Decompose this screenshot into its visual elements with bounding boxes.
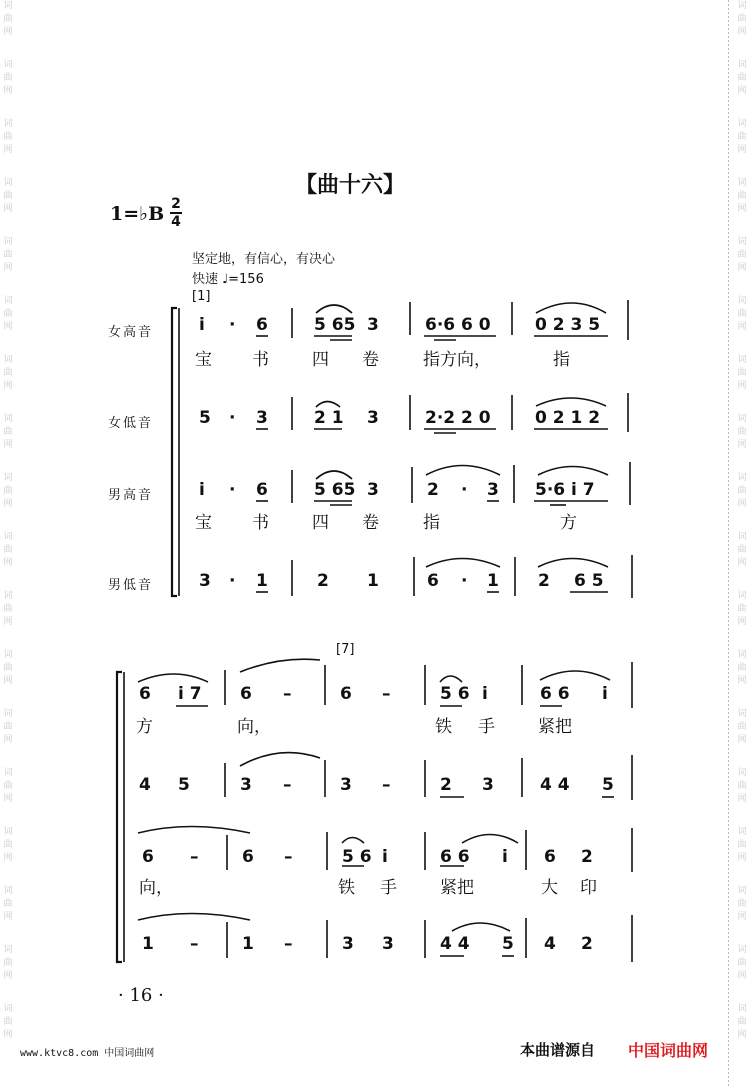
watermark-char: 曲 — [3, 368, 13, 378]
note: 1 — [242, 934, 254, 954]
lyric: 印 — [580, 878, 597, 898]
slur — [138, 827, 250, 834]
lyric: 指 — [553, 350, 570, 370]
note: – — [283, 775, 292, 795]
watermark-char: 词 — [3, 532, 13, 542]
note: 0 2 3 5 — [535, 315, 601, 335]
note: – — [283, 684, 292, 704]
watermark-char: 词 — [3, 827, 13, 837]
watermark-char: 曲 — [3, 545, 13, 555]
watermark-char: 词 — [737, 355, 747, 365]
watermark-char: 词 — [3, 886, 13, 896]
note: · — [229, 571, 236, 591]
note: 6 — [240, 684, 252, 704]
watermark-char: 曲 — [3, 73, 13, 83]
watermark-char: 曲 — [3, 899, 13, 909]
footer-source: 本曲谱源自 — [520, 1041, 596, 1059]
note: 2·2 2 0 — [425, 408, 491, 428]
watermark-char: 曲 — [3, 1017, 13, 1027]
watermark-char: 网 — [3, 912, 13, 922]
lyric: 紧把 — [538, 717, 572, 737]
watermark-char: 词 — [737, 591, 747, 601]
watermark-char: 网 — [737, 499, 747, 509]
watermark-char: 词 — [737, 945, 747, 955]
note: 3 — [256, 408, 268, 428]
lyric: 卷 — [362, 350, 379, 370]
note: 4 4 — [440, 934, 470, 954]
note: 3 — [367, 480, 379, 500]
watermark-char: 词 — [737, 414, 747, 424]
watermark-char: 词 — [737, 1, 747, 11]
watermark-char: 曲 — [3, 958, 13, 968]
note: 3 — [482, 775, 494, 795]
note: 5 6 — [440, 684, 470, 704]
watermark-char: 词 — [737, 178, 747, 188]
watermark-char: 曲 — [3, 132, 13, 142]
note: 6 — [242, 847, 254, 867]
lyric: 指 — [423, 513, 440, 533]
watermark-char: 曲 — [737, 368, 747, 378]
note: – — [382, 684, 391, 704]
watermark-char: 网 — [3, 145, 13, 155]
watermark-char: 词 — [737, 296, 747, 306]
watermark-char: 词 — [737, 768, 747, 778]
watermark-char: 网 — [737, 145, 747, 155]
watermark-char: 曲 — [737, 191, 747, 201]
watermark-char: 网 — [737, 853, 747, 863]
slur — [540, 671, 610, 680]
system-bracket — [172, 308, 177, 596]
watermark-char: 曲 — [737, 663, 747, 673]
watermark-char: 网 — [737, 735, 747, 745]
watermark-char: 曲 — [737, 545, 747, 555]
watermark-char: 网 — [737, 440, 747, 450]
note: 3 — [382, 934, 394, 954]
watermark-char: 词 — [737, 827, 747, 837]
slur — [426, 559, 500, 568]
watermark-char: 词 — [737, 532, 747, 542]
watermark-char: 网 — [737, 676, 747, 686]
note: · — [229, 408, 236, 428]
watermark-char: 曲 — [3, 14, 13, 24]
part-tenor: 男高音 — [108, 488, 154, 503]
note: 6 — [340, 684, 352, 704]
expression-text: 坚定地，有信心，有决心 — [192, 252, 336, 267]
note: 3 — [240, 775, 252, 795]
watermark-char: 网 — [737, 204, 747, 214]
note: 6·6 6 0 — [425, 315, 491, 335]
note: 3 — [367, 408, 379, 428]
note: 2 — [581, 847, 593, 867]
watermark-char: 词 — [3, 650, 13, 660]
score-title: 【曲十六】 — [295, 172, 406, 198]
note: 5·6 i 7 — [535, 480, 595, 500]
note: · — [461, 480, 468, 500]
note: 2 — [581, 934, 593, 954]
note: 1 — [256, 571, 268, 591]
watermark-char: 曲 — [737, 958, 747, 968]
watermark-char: 网 — [3, 617, 13, 627]
slur — [138, 674, 208, 682]
lyric: 书 — [252, 350, 269, 370]
note: 1 — [142, 934, 154, 954]
note: 4 — [544, 934, 556, 954]
watermark-char: 词 — [3, 237, 13, 247]
note: 2 — [317, 571, 329, 591]
note: 5 65 — [314, 480, 356, 500]
watermark-char: 曲 — [3, 604, 13, 614]
note: 6 5 — [574, 571, 604, 591]
watermark-char: 网 — [737, 322, 747, 332]
lyric: 四 — [312, 350, 329, 370]
note: i 7 — [178, 684, 202, 704]
lyric: 铁 — [435, 717, 452, 737]
lyric: 方 — [560, 513, 577, 533]
note: 5 — [178, 775, 190, 795]
note: 3 — [342, 934, 354, 954]
key-signature: 1=♭B — [110, 203, 165, 225]
lyric: 卷 — [362, 513, 379, 533]
note: 5 — [199, 408, 211, 428]
watermark-char: 词 — [3, 1, 13, 11]
watermark-char: 词 — [3, 296, 13, 306]
watermark-char: 曲 — [3, 191, 13, 201]
watermark-char: 词 — [3, 768, 13, 778]
note: i — [502, 847, 508, 867]
slur — [536, 398, 606, 406]
note: 3 — [199, 571, 211, 591]
watermark-char: 词 — [3, 591, 13, 601]
watermark-char: 网 — [3, 204, 13, 214]
watermark-char: 网 — [737, 558, 747, 568]
note: 5 65 — [314, 315, 356, 335]
watermark-char: 词 — [3, 1004, 13, 1014]
watermark-char: 曲 — [3, 781, 13, 791]
slur — [240, 659, 320, 672]
watermark-char: 词 — [3, 945, 13, 955]
watermark-char: 词 — [737, 473, 747, 483]
lyric: 向， — [237, 717, 271, 737]
note: 2 — [440, 775, 452, 795]
note: i — [382, 847, 388, 867]
slur — [426, 466, 500, 476]
lyric: 手 — [380, 878, 397, 898]
note: – — [284, 847, 293, 867]
watermark-char: 网 — [3, 322, 13, 332]
watermark-char: 曲 — [737, 840, 747, 850]
watermark-char: 网 — [737, 263, 747, 273]
slur — [342, 838, 364, 844]
watermark-char: 网 — [737, 1030, 747, 1040]
note: – — [382, 775, 391, 795]
lyric: 方 — [136, 717, 153, 737]
watermark-char: 曲 — [737, 73, 747, 83]
footer-url: www.ktvc8.com 中国词曲网 — [20, 1048, 155, 1059]
watermark-char: 网 — [3, 440, 13, 450]
note: 2 — [427, 480, 439, 500]
note: i — [199, 315, 205, 335]
watermark-char: 词 — [3, 178, 13, 188]
note: i — [199, 480, 205, 500]
watermark-char: 网 — [3, 263, 13, 273]
note: · — [229, 480, 236, 500]
note: – — [190, 847, 199, 867]
lyric: 四 — [312, 513, 329, 533]
watermark-char: 曲 — [737, 899, 747, 909]
tempo-bpm: ♩=156 — [222, 272, 264, 287]
note: i — [602, 684, 608, 704]
watermark-char: 网 — [3, 1030, 13, 1040]
watermark-char: 网 — [737, 794, 747, 804]
time-denominator: 4 — [171, 214, 181, 230]
watermark-char: 曲 — [737, 1017, 747, 1027]
watermark-char: 曲 — [737, 427, 747, 437]
slur — [440, 676, 462, 682]
note: 6 6 — [540, 684, 570, 704]
watermark-char: 词 — [3, 414, 13, 424]
watermark-char: 曲 — [737, 250, 747, 260]
note: 3 — [340, 775, 352, 795]
note: 2 1 — [314, 408, 344, 428]
watermark-char: 网 — [737, 971, 747, 981]
watermark-char: 网 — [3, 86, 13, 96]
note: 5 — [502, 934, 514, 954]
slur — [536, 303, 606, 313]
part-bass: 男低音 — [108, 578, 154, 593]
note: · — [229, 315, 236, 335]
slur — [316, 471, 352, 479]
lyric: 紧把 — [440, 878, 474, 898]
watermark-char: 网 — [3, 735, 13, 745]
watermark-char: 词 — [3, 473, 13, 483]
lyric: 指方向， — [423, 350, 491, 370]
watermark-char: 词 — [3, 355, 13, 365]
part-alto: 女低音 — [108, 416, 154, 431]
watermark-char: 曲 — [737, 14, 747, 24]
note: – — [190, 934, 199, 954]
note: 4 — [139, 775, 151, 795]
slur — [452, 923, 510, 931]
note: i — [482, 684, 488, 704]
watermark-char: 词 — [3, 709, 13, 719]
tempo-speed: 快速 — [192, 272, 219, 287]
watermark-char: 词 — [3, 60, 13, 70]
note: 1 — [487, 571, 499, 591]
watermark-char: 曲 — [737, 132, 747, 142]
note: 5 — [602, 775, 614, 795]
lyric: 大 — [541, 878, 558, 898]
rehearsal-mark-1: [1] — [192, 289, 211, 304]
watermark-char: 网 — [3, 676, 13, 686]
watermark-char: 曲 — [3, 427, 13, 437]
time-numerator: 2 — [171, 196, 181, 212]
slur — [240, 753, 320, 766]
note: 6 — [256, 480, 268, 500]
note: 4 4 — [540, 775, 570, 795]
watermark-char: 曲 — [737, 486, 747, 496]
watermark-char: 词 — [3, 119, 13, 129]
note: 6 — [544, 847, 556, 867]
watermark-char: 词 — [737, 650, 747, 660]
slur — [538, 467, 608, 476]
part-soprano: 女高音 — [108, 325, 154, 340]
slur — [462, 835, 518, 844]
watermark-char: 网 — [3, 27, 13, 37]
watermark-char: 曲 — [737, 722, 747, 732]
watermark-char: 网 — [3, 381, 13, 391]
lyric: 书 — [252, 513, 269, 533]
watermark-char: 词 — [737, 1004, 747, 1014]
watermark-char: 曲 — [3, 663, 13, 673]
watermark-char: 词 — [737, 886, 747, 896]
watermark-char: 网 — [3, 971, 13, 981]
slur — [316, 305, 352, 313]
watermark-char: 网 — [737, 27, 747, 37]
note: 6 — [256, 315, 268, 335]
watermark-char: 词 — [737, 237, 747, 247]
slur — [538, 559, 608, 568]
watermark-char: 网 — [737, 381, 747, 391]
lyric: 手 — [478, 717, 495, 737]
note: · — [461, 571, 468, 591]
page-number: · 16 · — [118, 985, 164, 1006]
watermark-char: 词 — [737, 709, 747, 719]
watermark-char: 网 — [3, 853, 13, 863]
watermark-char: 曲 — [737, 604, 747, 614]
watermark-char: 曲 — [3, 722, 13, 732]
watermark-char: 曲 — [3, 486, 13, 496]
note: 6 — [427, 571, 439, 591]
watermark-char: 词 — [737, 119, 747, 129]
watermark-char: 网 — [737, 86, 747, 96]
note: 3 — [487, 480, 499, 500]
note: 6 — [139, 684, 151, 704]
lyric: 铁 — [338, 878, 355, 898]
watermark-char: 曲 — [3, 250, 13, 260]
watermark-char: 网 — [737, 912, 747, 922]
footer-brand-link[interactable]: 中国词曲网 — [628, 1041, 709, 1060]
watermark-char: 词 — [737, 60, 747, 70]
note: 6 6 — [440, 847, 470, 867]
watermark-char: 曲 — [3, 309, 13, 319]
note: 0 2 1 2 — [535, 408, 601, 428]
lyric: 宝 — [195, 513, 212, 533]
note: 3 — [367, 315, 379, 335]
note: 2 — [538, 571, 550, 591]
watermark-char: 曲 — [737, 309, 747, 319]
note: 1 — [367, 571, 379, 591]
watermark-char: 网 — [3, 499, 13, 509]
watermark-char: 曲 — [737, 781, 747, 791]
note: – — [284, 934, 293, 954]
watermark-char: 网 — [737, 617, 747, 627]
watermark-char: 网 — [3, 794, 13, 804]
slur — [316, 402, 340, 408]
lyric: 向， — [139, 878, 173, 898]
note: 5 6 — [342, 847, 372, 867]
watermark-char: 曲 — [3, 840, 13, 850]
system-bracket — [117, 672, 122, 962]
lyric: 宝 — [195, 350, 212, 370]
slur — [138, 914, 250, 921]
rehearsal-mark-7: [7] — [336, 642, 355, 657]
note: 6 — [142, 847, 154, 867]
watermark-char: 网 — [3, 558, 13, 568]
